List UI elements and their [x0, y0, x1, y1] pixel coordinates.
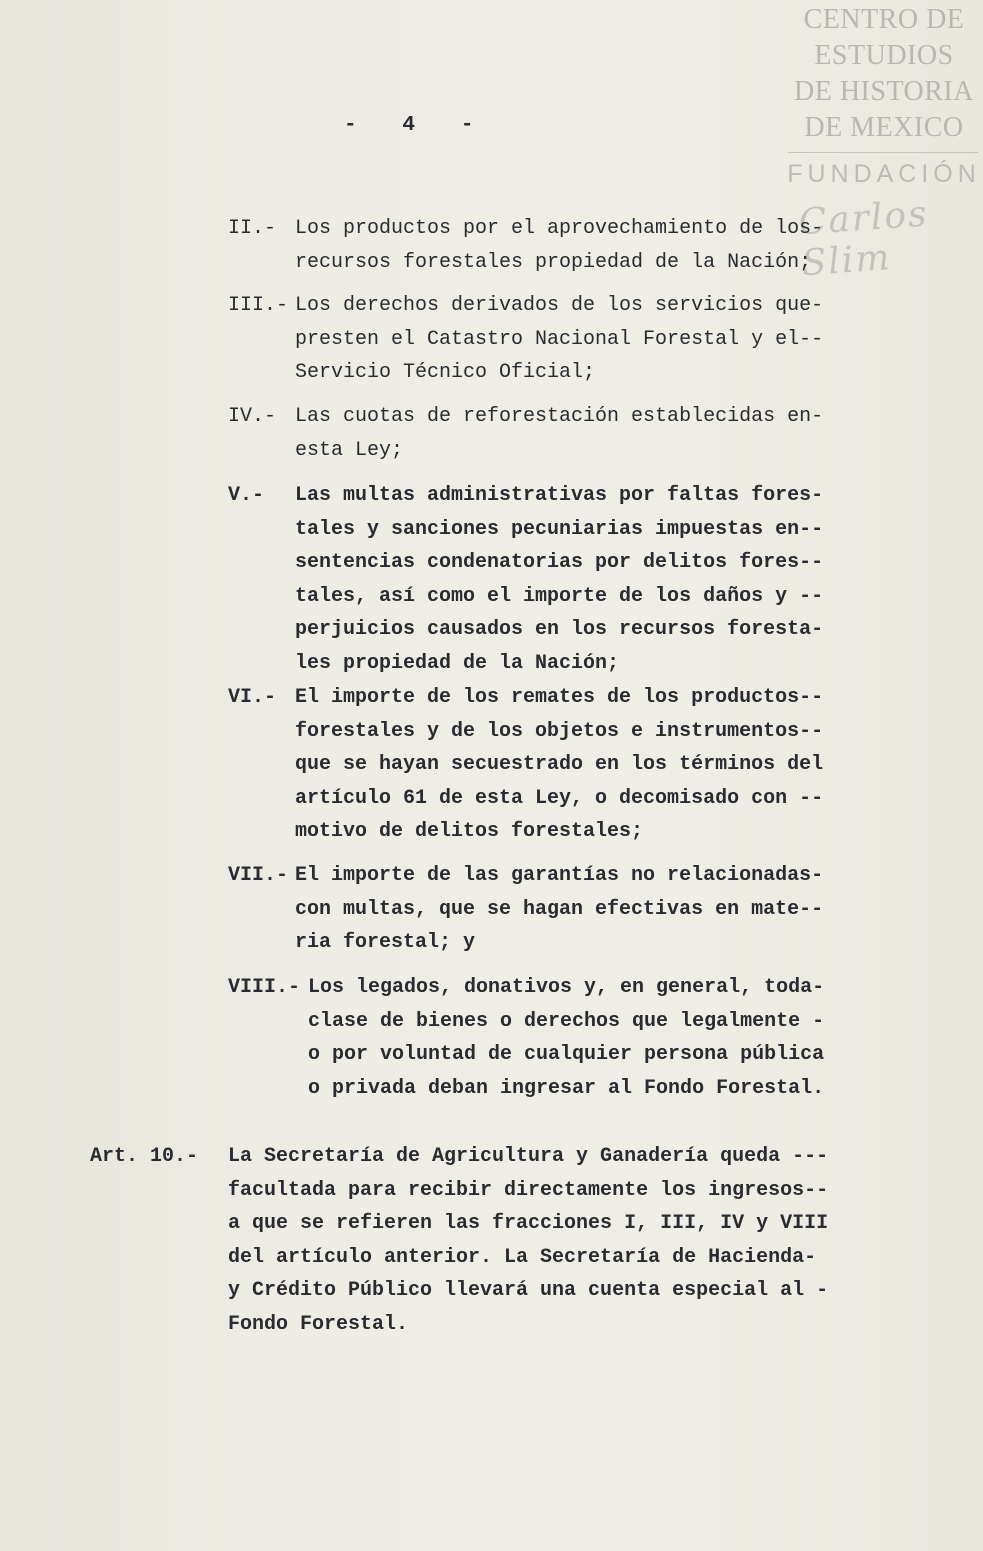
fraction-iv [228, 400, 823, 467]
article-10 [90, 1140, 828, 1342]
article-text [90, 1140, 828, 1342]
fraction-ii [228, 212, 823, 279]
fraction-label: VI.- [228, 686, 277, 709]
text-line: recursos forestales propiedad de la Nación; [295, 250, 812, 274]
text-line: perjuicios causados en los recursos foresta- [295, 618, 824, 642]
text-line: Servicio Técnico Oficial; [295, 361, 596, 385]
text-line: El importe de las garantías no relacionadas- [295, 864, 824, 887]
fraction-label: IV.- [228, 405, 277, 428]
fraction-iii [228, 289, 823, 390]
fraction-vi [228, 681, 823, 849]
text-line: esta Ley; [295, 438, 404, 462]
watermark-line: CENTRO DE [803, 4, 965, 35]
text-line: La Secretaría de Agricultura y Ganadería queda --- [228, 1145, 829, 1168]
watermark-signature: Carlos Slim [797, 193, 930, 285]
fraction-text [228, 289, 823, 390]
fraction-label: II.- [228, 217, 277, 240]
text-line: y Crédito Público llevará una cuenta especial al - [228, 1279, 829, 1303]
text-line: Las multas administrativas por faltas fores- [295, 484, 824, 507]
text-line: Las cuotas de reforestación establecidas en- [295, 405, 824, 428]
watermark-foundation: FUNDACIÓN [787, 160, 981, 188]
fraction-text [228, 400, 823, 467]
fraction-text [228, 479, 823, 681]
text-line: sentencias condenatorias por delitos fores-- [295, 551, 824, 575]
fraction-text [228, 212, 823, 279]
text-line: o por voluntad de cualquier persona pública [308, 1043, 825, 1067]
text-line: motivo de delitos forestales; [295, 820, 644, 844]
fraction-label: VII.- [228, 864, 289, 887]
text-line: facultada para recibir directamente los ingresos-- [228, 1178, 829, 1202]
text-line: presten el Catastro Nacional Forestal y el-- [295, 327, 824, 351]
text-line: forestales y de los objetos e instrumentos-- [295, 719, 824, 743]
fraction-text [228, 859, 823, 960]
archive-watermark [786, 2, 982, 189]
text-line: les propiedad de la Nación; [295, 651, 620, 675]
watermark-divider [788, 152, 978, 153]
text-line: del artículo anterior. La Secretaría de Hacienda- [228, 1245, 817, 1269]
article-label: Art. 10.- [90, 1145, 199, 1168]
text-line: ria forestal; y [295, 931, 476, 955]
text-line: artículo 61 de esta Ley, o decomisado con -- [295, 786, 824, 810]
fraction-label: V.- [228, 484, 265, 507]
fraction-vii [228, 859, 823, 960]
text-line: Los legados, donativos y, en general, toda- [308, 976, 825, 999]
watermark-line: ESTUDIOS [814, 40, 954, 71]
text-line: tales, así como el importe de los daños y -- [295, 584, 824, 608]
text-line: con multas, que se hagan efectivas en mate-- [295, 897, 824, 921]
fraction-v [228, 479, 823, 681]
text-line: a que se refieren las fracciones I, III, IV y VIII [228, 1212, 829, 1236]
text-line: clase de bienes o derechos que legalmente - [308, 1009, 825, 1033]
fraction-label: VIII.- [228, 976, 301, 999]
text-line: que se hayan secuestrado en los términos del [295, 753, 824, 777]
fraction-text [228, 971, 824, 1105]
page-number: - 4 - [344, 114, 476, 137]
fraction-viii [228, 971, 824, 1105]
text-line: o privada deban ingresar al Fondo Forestal. [308, 1076, 825, 1100]
text-line: El importe de los remates de los productos-- [295, 686, 824, 709]
watermark-line: DE HISTORIA [794, 76, 974, 107]
watermark-line: DE MEXICO [804, 112, 964, 143]
text-line: tales y sanciones pecuniarias impuestas en-- [295, 517, 824, 541]
text-line: Los productos por el aprovechamiento de los- [295, 217, 824, 240]
text-line: Fondo Forestal. [228, 1312, 409, 1336]
text-line: Los derechos derivados de los servicios que- [295, 294, 824, 317]
fraction-label: III.- [228, 294, 289, 317]
fraction-text [228, 681, 823, 849]
